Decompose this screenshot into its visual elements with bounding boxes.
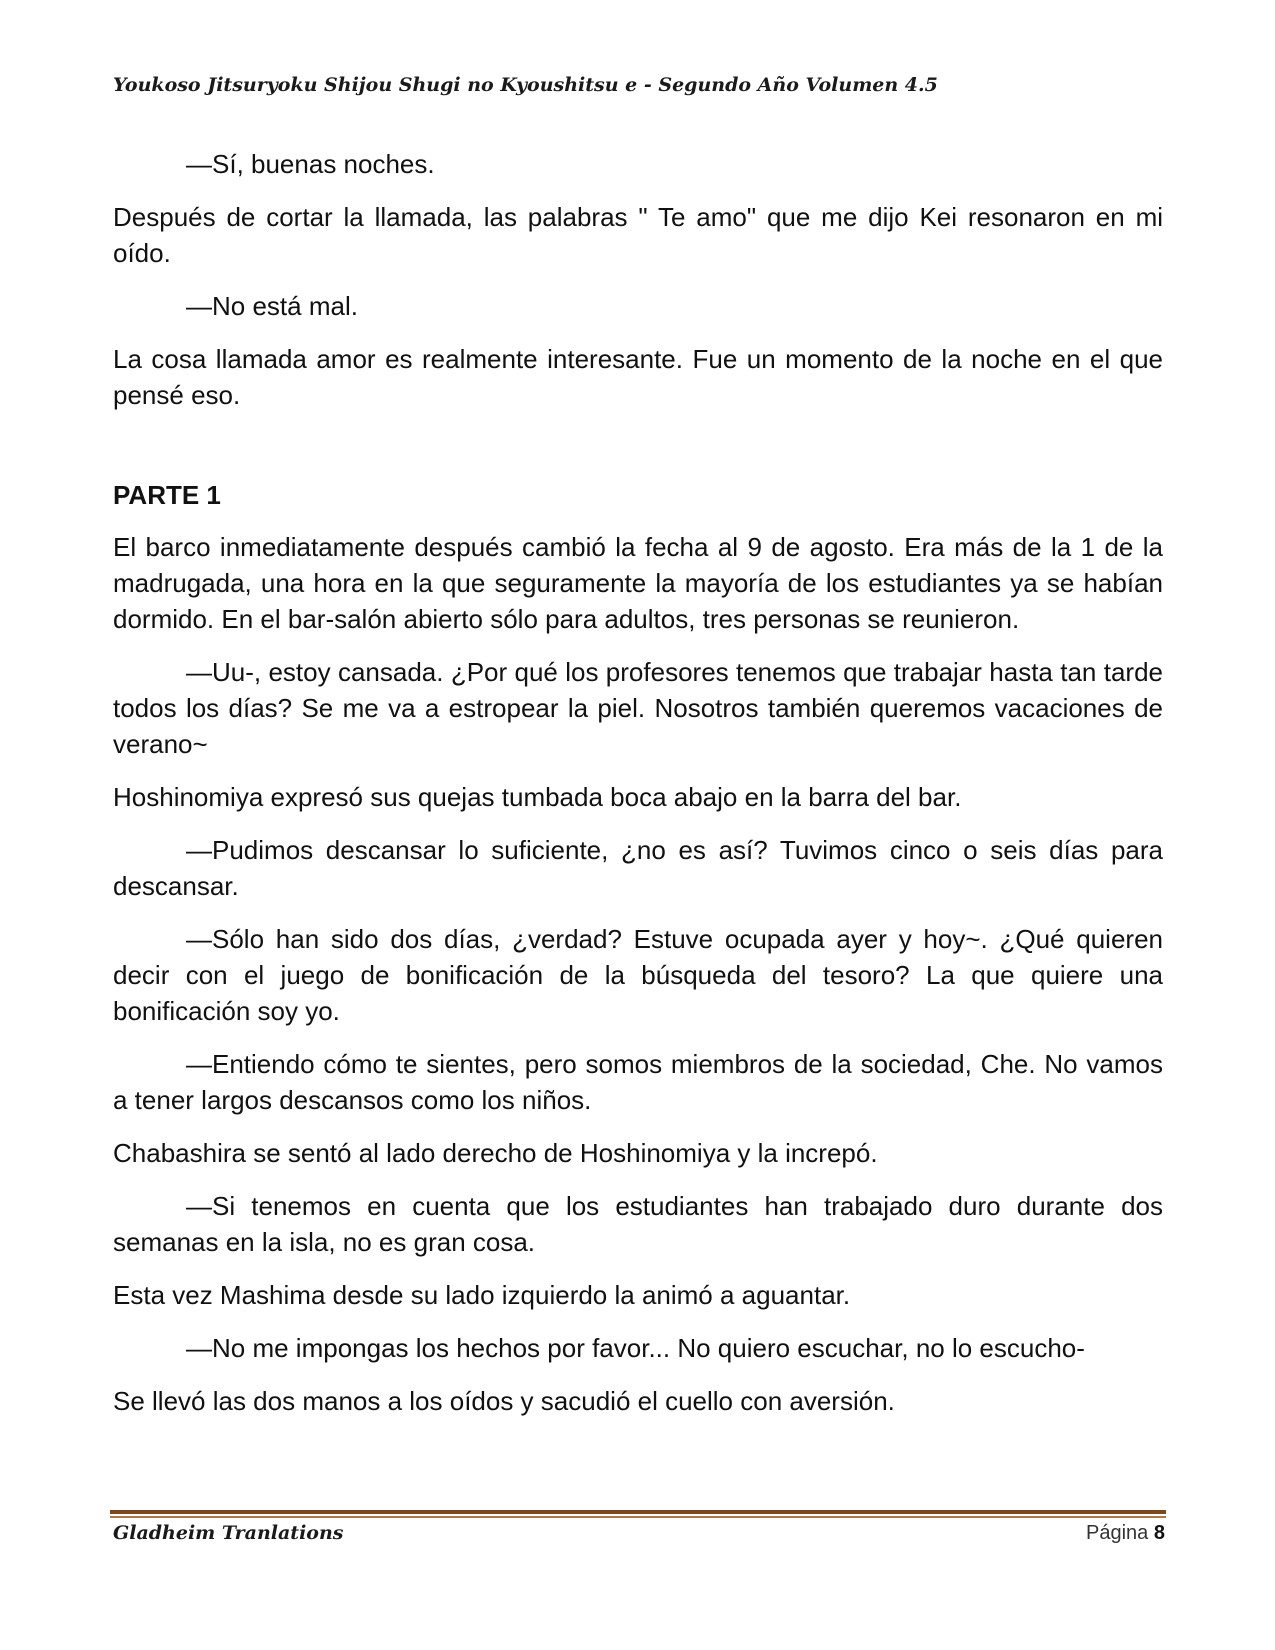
paragraph-11: Chabashira se sentó al lado derecho de Hoshinomiya y la increpó. bbox=[113, 1138, 878, 1168]
page-label: Página bbox=[1086, 1522, 1149, 1544]
paragraph-10: —Entiendo cómo te sientes, pero somos miembros de la sociedad, Che. No vamos a tener largos descansos como los niños. bbox=[113, 1049, 1163, 1115]
paragraph-9: —Sólo han sido dos días, ¿verdad? Estuve ocupada ayer y hoy~. ¿Qué quieren decir con el juego de bonificación de la búsqueda del tesoro? La que quiere una bonificación soy yo. bbox=[113, 924, 1163, 1026]
paragraph-4: La cosa llamada amor es realmente interesante. Fue un momento de la noche en el que pensé eso. bbox=[113, 344, 1163, 410]
paragraph-1: —Sí, buenas noches. bbox=[186, 149, 435, 179]
paragraph-14: —No me impongas los hechos por favor... No quiero escuchar, no lo escucho- bbox=[186, 1333, 1085, 1363]
paragraph-3: —No está mal. bbox=[186, 291, 358, 321]
footer-rule-thin bbox=[110, 1516, 1166, 1518]
paragraph-6: —Uu-, estoy cansada. ¿Por qué los profesores tenemos que trabajar hasta tan tarde todos los días? Se me va a estropear la piel. Nosotros también queremos vacaciones de verano~ bbox=[113, 657, 1163, 759]
page-number: 8 bbox=[1153, 1522, 1165, 1544]
running-header: Youkoso Jitsuryoku Shijou Shugi no Kyoushitsu e - Segundo Año Volumen 4.5 bbox=[113, 74, 938, 96]
page-number-block bbox=[1086, 1522, 1165, 1545]
paragraph-13: Esta vez Mashima desde su lado izquierdo la animó a aguantar. bbox=[113, 1280, 851, 1310]
footer-rule-thick bbox=[110, 1510, 1166, 1514]
paragraph-8: —Pudimos descansar lo suficiente, ¿no es así? Tuvimos cinco o seis días para descansar. bbox=[113, 835, 1163, 901]
paragraph-7: Hoshinomiya expresó sus quejas tumbada boca abajo en la barra del bar. bbox=[113, 782, 962, 812]
paragraph-5: El barco inmediatamente después cambió la fecha al 9 de agosto. Era más de la 1 de la madrugada, una hora en la que seguramente la mayoría de los estudiantes ya se habían dormido. En el bar-salón abierto sólo para adultos, tres personas se reunieron. bbox=[113, 532, 1163, 634]
paragraph-2: Después de cortar la llamada, las palabras " Te amo" que me dijo Kei resonaron en mi oído. bbox=[113, 202, 1163, 268]
footer-translator: Gladheim Tranlations bbox=[113, 1522, 344, 1544]
footer-rule bbox=[110, 1510, 1166, 1518]
body-text bbox=[113, 146, 1163, 1436]
paragraph-12: —Si tenemos en cuenta que los estudiantes han trabajado duro durante dos semanas en la isla, no es gran cosa. bbox=[113, 1191, 1163, 1257]
paragraph-15: Se llevó las dos manos a los oídos y sacudió el cuello con aversión. bbox=[113, 1386, 895, 1416]
section-heading: PARTE 1 bbox=[113, 480, 221, 510]
